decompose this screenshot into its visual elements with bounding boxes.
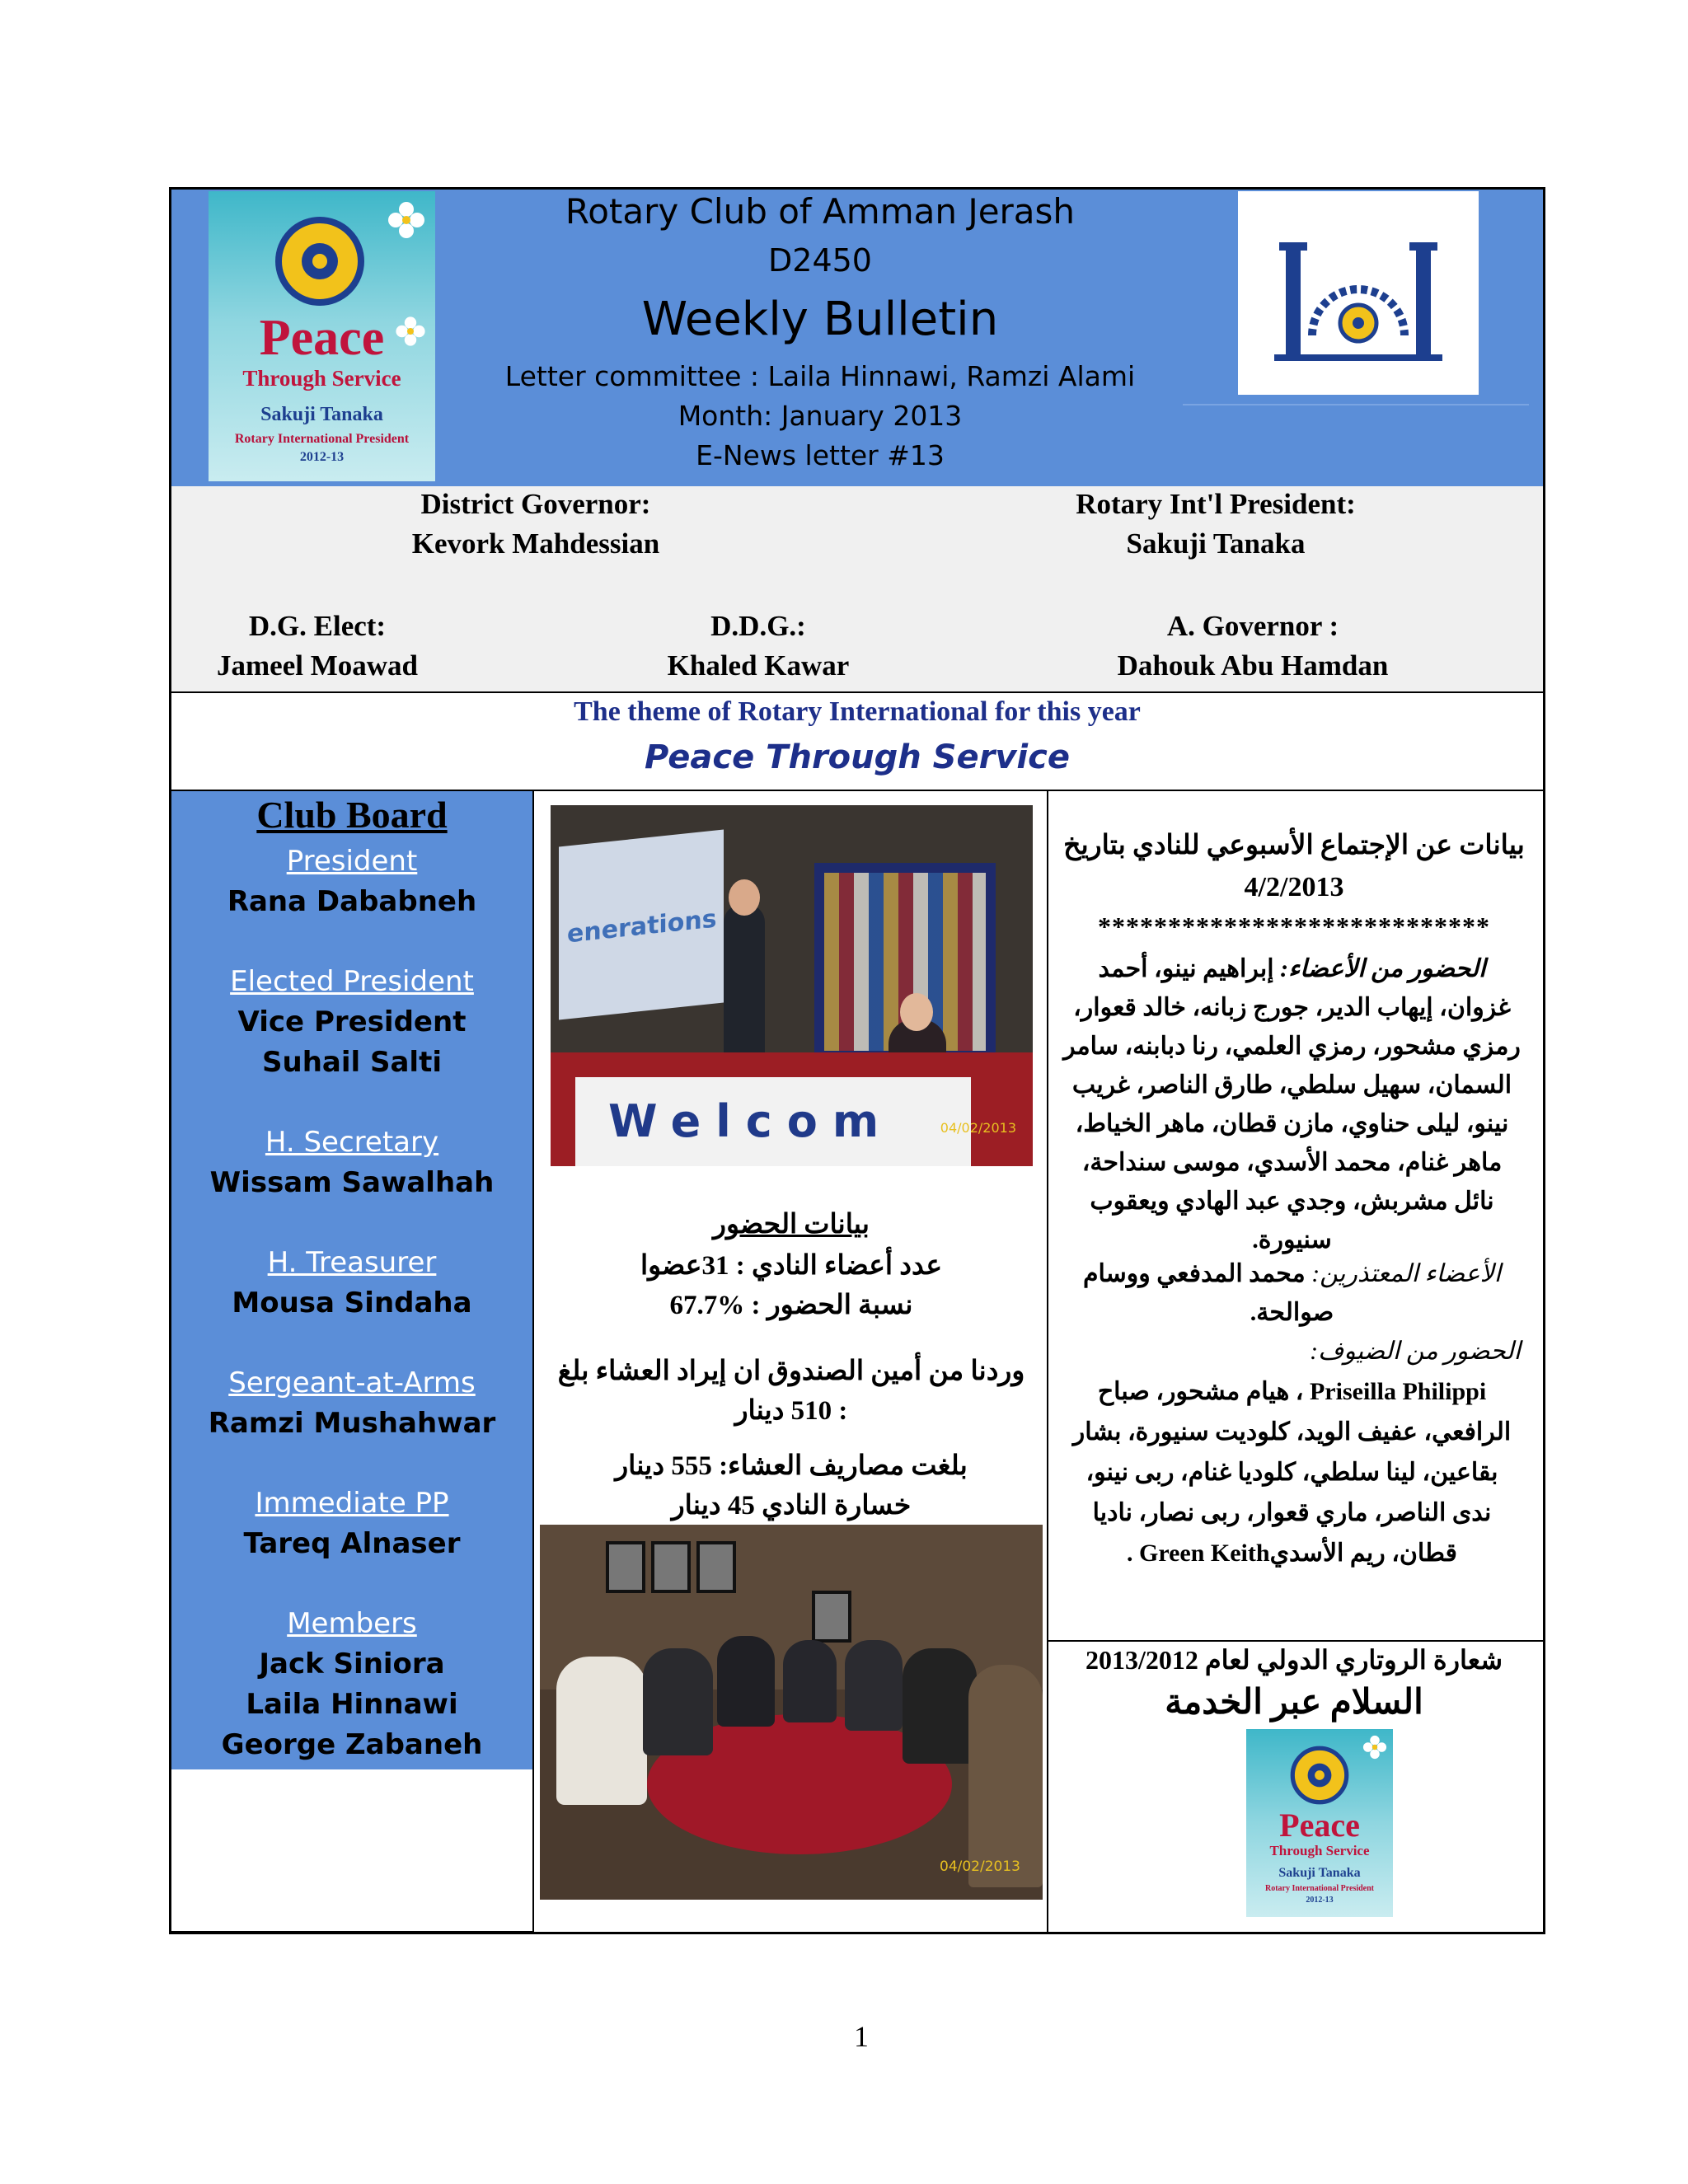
theme-label: The theme of Rotary International for this year xyxy=(574,696,1141,727)
board-member-name: Mousa Sindaha xyxy=(232,1286,472,1319)
board-member-name: Suhail Salti xyxy=(262,1046,442,1079)
screen-text: enerations xyxy=(567,904,717,949)
poster-role: Rotary International President xyxy=(1264,1884,1375,1893)
board-role-label: Sergeant-at-Arms xyxy=(228,1366,476,1399)
poster-title: Peace xyxy=(259,310,385,366)
board-role-label: Elected President xyxy=(230,965,474,998)
poster-name: Sakuji Tanaka xyxy=(1278,1866,1361,1880)
club-loss: خسارة النادي 45 دينار xyxy=(671,1491,912,1521)
ri-label: Rotary Int'l President: xyxy=(1076,488,1356,520)
dinner-expenses: بلغت مصاريف العشاء: 555 دينار xyxy=(615,1451,968,1481)
ag-name: Dahouk Abu Hamdan xyxy=(1117,649,1389,682)
board-member-name: Rana Dababneh xyxy=(227,885,477,918)
page-number: 1 xyxy=(854,2020,869,2053)
board-role-label: Members xyxy=(287,1607,417,1640)
members-excused-list: محمد المدفعي ووسام صوالحة. xyxy=(1082,1260,1334,1326)
meeting-date: 4/2/2013 xyxy=(1244,872,1344,902)
board-member-name: Vice President xyxy=(237,1005,467,1038)
club-board-title: Club Board xyxy=(256,794,448,836)
ri-name: Sakuji Tanaka xyxy=(1126,527,1306,560)
poster-subtitle: Through Service xyxy=(242,366,401,391)
poster-years: 2012-13 xyxy=(299,450,345,464)
poster-years: 2012-13 xyxy=(1306,1896,1334,1905)
board-member-name: Ramzi Mushahwar xyxy=(208,1407,496,1440)
board-member-name: Tareq Alnaser xyxy=(243,1527,461,1560)
ddg-name: Khaled Kawar xyxy=(667,649,850,682)
attendance-members: عدد أعضاء النادي : 31عضوا xyxy=(640,1251,943,1281)
board-role-label: Immediate PP xyxy=(255,1487,449,1520)
club-name: Rotary Club of Amman Jerash xyxy=(565,191,1076,232)
board-role-label: H. Secretary xyxy=(265,1126,439,1159)
photo-date-stamp: 04/02/2013 xyxy=(940,1120,1016,1136)
attendance-percent: نسبة الحضور : %67.7 xyxy=(669,1291,913,1320)
ddg-label: D.D.G.: xyxy=(710,610,806,642)
dg-label: District Governor: xyxy=(420,488,651,520)
slogan-line-2: السلام عبر الخدمة xyxy=(1165,1684,1423,1722)
board-member-name: Wissam Sawalhah xyxy=(209,1166,495,1199)
board-role-label: H. Treasurer xyxy=(267,1246,437,1279)
bulletin-title: Weekly Bulletin xyxy=(641,293,999,346)
meeting-heading: بيانات عن الإجتماع الأسبوعي للنادي بتاريخ xyxy=(1063,831,1525,860)
dge-label: D.G. Elect: xyxy=(248,610,387,642)
ag-label: A. Governor : xyxy=(1166,610,1339,642)
board-member-name: George Zabaneh xyxy=(221,1728,483,1761)
members-excused-label: الأعضاء المعتذرين: xyxy=(1311,1260,1502,1287)
poster-subtitle: Through Service xyxy=(1269,1843,1370,1858)
board-role-label: President xyxy=(286,845,418,878)
guests-label: الحضور من الضيوف: xyxy=(1310,1338,1521,1365)
stars-divider: **************************** xyxy=(1098,912,1490,941)
district-code: D2450 xyxy=(768,242,872,279)
slogan-line-1: شعارة الروتاري الدولي لعام 2013/2012 xyxy=(1085,1645,1503,1675)
board-member-name: Jack Siniora xyxy=(259,1647,445,1680)
photo-date-stamp: 04/02/2013 xyxy=(940,1858,1020,1875)
welcome-banner-text: Welcom xyxy=(608,1095,894,1147)
guests-list: Priseilla Philippi ، هيام مشحور، صباح الرافعي، عفيف الويد، كلوديت سنيورة، بشار بقاعين، لينا سلطي، كلوديا غنام، ربى نينو، ندى الناصر، ماري قعوار، ربى نصار، ناديا قطان، ريم الأسديGreen Keith . xyxy=(1072,1378,1512,1567)
poster-title: Peace xyxy=(1279,1807,1360,1844)
members-present-label: الحضور من الأعضاء: xyxy=(1280,955,1486,982)
members-present-list: إبراهيم نينو، أحمد غزوان، إيهاب الدير، جورج زبانه، خالد قعوار، رمزي مشحور، رمزي العلمي، رنا دبابنه، سامر السمان، سهيل سلطي، طارق الناصر، غريب نينو، ليلى حناوي، مازن قطان، ماهر الخياط، ماهر غنام، محمد الأسدي، موسى سنداحة، نائل مشربش، وجدي عبد الهادي ويعقوب سنيورة. xyxy=(1063,955,1521,1254)
bulletin-frame xyxy=(169,187,1545,1934)
theme-text: Peace Through Service xyxy=(645,738,1070,776)
attendance-heading: بيانات الحضور xyxy=(713,1210,870,1240)
poster-role: Rotary International President xyxy=(234,432,410,446)
newsletter-issue: E-News letter #13 xyxy=(696,439,945,471)
poster-name: Sakuji Tanaka xyxy=(260,404,383,425)
board-member-name: Laila Hinnawi xyxy=(246,1688,458,1721)
dge-name: Jameel Moawad xyxy=(217,649,418,682)
dinner-revenue: وردنا من أمين الصندوق ان إيراد العشاء بلغ : 510 دينار xyxy=(557,1357,1025,1426)
bulletin-month: Month: January 2013 xyxy=(678,400,963,432)
letter-committee: Letter committee : Laila Hinnawi, Ramzi Alami xyxy=(504,360,1136,392)
dg-name: Kevork Mahdessian xyxy=(411,527,660,560)
